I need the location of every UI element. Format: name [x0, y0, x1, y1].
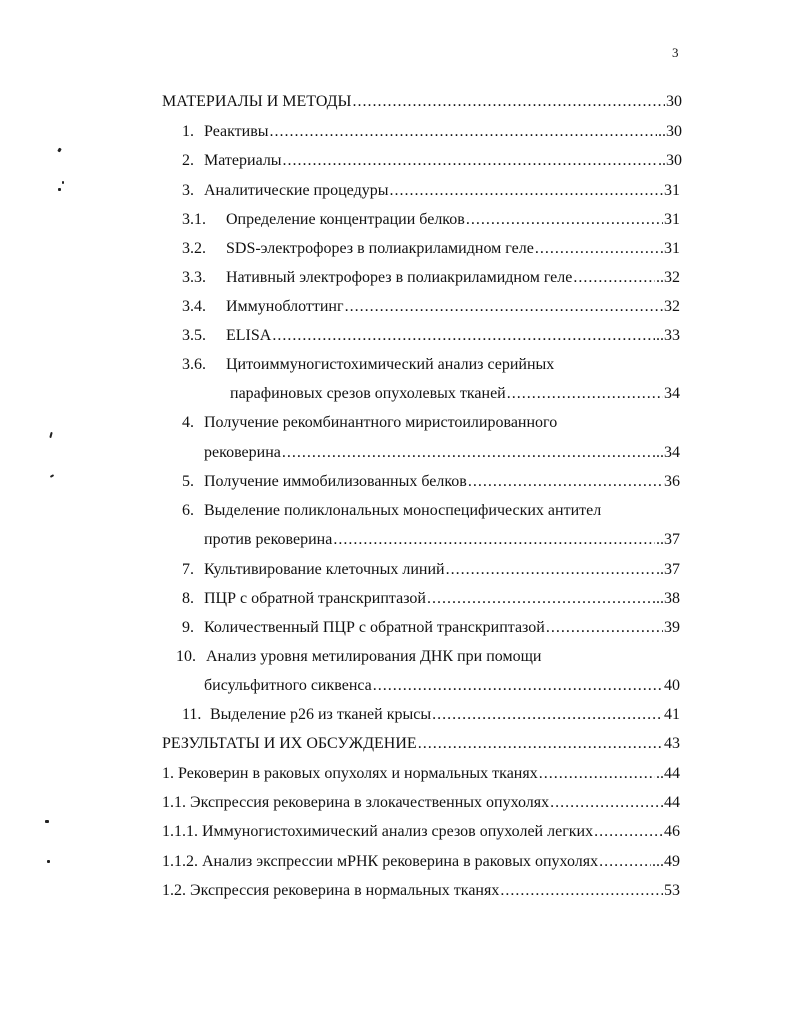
dot-leader: [345, 296, 663, 318]
toc-number: 3.2.: [182, 240, 206, 257]
toc-page: ..30: [658, 152, 682, 169]
toc-label: Цитоиммуногистохимический анализ серийных: [226, 356, 555, 373]
toc-number: 3.6.: [182, 356, 206, 373]
toc-label: Выделение поликлональных моноспецифических антител: [204, 502, 602, 519]
toc-entry-r1-1-2: [162, 851, 680, 873]
scan-speck: [47, 860, 50, 863]
page-number: 3: [672, 45, 679, 60]
toc-label: Количественный ПЦР с обратной транскриптазой: [204, 619, 545, 636]
toc-page: 41: [664, 706, 680, 723]
dot-leader: [535, 238, 663, 260]
dot-leader: [539, 763, 655, 785]
dot-leader: [546, 617, 663, 639]
toc-page: 36: [664, 473, 680, 490]
scan-speck: [58, 188, 61, 191]
toc-page: 39: [664, 619, 680, 636]
toc-page: 31: [664, 211, 680, 228]
toc-entry-4-continued: [204, 442, 680, 464]
scan-speck: [49, 432, 52, 438]
toc-entry-3-6-continued: [230, 383, 680, 405]
dot-leader: [270, 121, 657, 143]
toc-page: ..37: [656, 531, 680, 548]
toc-number: 10.: [176, 648, 196, 665]
dot-leader: [282, 442, 651, 464]
toc-page: 46: [664, 823, 680, 840]
toc-page: ..37: [656, 561, 680, 578]
toc-entry-6-continued: [204, 529, 680, 551]
toc-number: 5.: [182, 473, 194, 490]
toc-number: 7.: [182, 561, 194, 578]
toc-label: 1.1. Экспрессия рековерина в злокачественных опухолях: [162, 794, 550, 811]
toc-label: Культивирование клеточных линий: [204, 561, 445, 578]
dot-leader: [432, 704, 663, 726]
toc-page: 40: [664, 677, 680, 694]
toc-label: Анализ уровня метилирования ДНК при помощи: [206, 648, 542, 665]
toc-label: Определение концентрации белков: [226, 211, 465, 228]
toc-label: Выделение p26 из тканей крысы: [210, 706, 432, 723]
toc-page: 43: [664, 735, 680, 752]
toc-label: бисульфитного сиквенса: [204, 677, 372, 694]
toc-label: 1. Рековерин в раковых опухолях и нормальных тканях: [162, 765, 538, 782]
toc-entry-7: [182, 559, 680, 581]
toc-page: 32: [664, 298, 680, 315]
toc-label: 1.1.1. Иммуногистохимический анализ срезов опухолей легких: [162, 823, 594, 840]
dot-leader: [550, 792, 663, 814]
scan-speck: [57, 148, 62, 153]
toc-number: 3.1.: [182, 211, 206, 228]
toc-entry-1: [182, 121, 682, 143]
toc-entry-3-2: [182, 238, 680, 260]
dot-leader: [468, 471, 663, 493]
dot-leader: [573, 267, 655, 289]
toc-label: РЕЗУЛЬТАТЫ И ИХ ОБСУЖДЕНИЕ: [162, 735, 417, 752]
toc-entry-r1-1: [162, 792, 680, 814]
toc-label: 1.1.2. Анализ экспрессии мРНК рековерина в раковых опухолях: [162, 853, 599, 870]
toc-label: Материалы: [204, 152, 282, 169]
dot-leader: [507, 383, 663, 405]
toc-number: 8.: [182, 590, 194, 607]
toc-entry-results-discussion: [162, 733, 680, 755]
toc-label: SDS-электрофорез в полиакриламидном геле: [226, 240, 534, 257]
dot-leader: [466, 209, 663, 231]
toc-page: ...38: [652, 590, 680, 607]
toc-entry-3: [182, 180, 680, 202]
toc-label: ELISA: [226, 327, 272, 344]
toc-number: 3.: [182, 182, 194, 199]
toc-entry-5: [182, 471, 680, 493]
dot-leader: [272, 325, 655, 347]
dot-leader: [283, 150, 657, 172]
toc-entry-11: [182, 704, 680, 726]
toc-page: ..32: [656, 269, 680, 286]
toc-label: рековерина: [204, 444, 281, 461]
toc-entry-10-continued: [204, 675, 680, 697]
toc-number: 3.5.: [182, 327, 206, 344]
toc-entry-3-3: [182, 267, 680, 289]
toc-label: Аналитические процедуры: [204, 182, 389, 199]
dot-leader: [352, 91, 665, 113]
dot-leader: [333, 529, 655, 551]
toc-page: 44: [664, 794, 680, 811]
toc-label: МАТЕРИАЛЫ И МЕТОДЫ: [162, 93, 352, 110]
dot-leader: [418, 733, 663, 755]
toc-page: 31: [664, 240, 680, 257]
toc-page: 30: [666, 93, 682, 110]
toc-page: ..33: [656, 327, 680, 344]
toc-entry-6: [182, 500, 680, 522]
dot-leader: [389, 180, 663, 202]
toc-number: 3.4.: [182, 298, 206, 315]
toc-entry-3-6: [182, 354, 680, 376]
toc-page: ..44: [656, 765, 680, 782]
toc-entry-9: [182, 617, 680, 639]
toc-page: ..30: [658, 123, 682, 140]
dot-leader: [599, 851, 651, 873]
toc-label: ПЦР с обратной транскриптазой: [204, 590, 426, 607]
toc-number: 11.: [182, 706, 202, 723]
toc-entry-3-1: [182, 209, 680, 231]
toc-entry-4: [182, 412, 680, 434]
toc-number: 1.: [182, 123, 194, 140]
toc-entry-r1-1-1: [162, 821, 680, 843]
toc-label: Нативный электрофорез в полиакриламидном геле: [226, 269, 573, 286]
toc-number: 2.: [182, 152, 194, 169]
toc-page: ...34: [652, 444, 680, 461]
scan-speck: [50, 474, 54, 478]
toc-number: 3.3.: [182, 269, 206, 286]
toc-page: 34: [664, 385, 680, 402]
toc-label: Реактивы: [204, 123, 269, 140]
dot-leader: [373, 675, 663, 697]
toc-entry-8: [182, 588, 680, 610]
toc-entry-r1: [162, 763, 680, 785]
toc-entry-3-4: [182, 296, 680, 318]
toc-entry-10: [176, 646, 680, 668]
toc-page: 53: [664, 882, 680, 899]
dot-leader: [594, 821, 663, 843]
toc-entry-materials-methods: [162, 91, 682, 113]
scan-speck: [45, 820, 49, 823]
toc-label: парафиновых срезов опухолевых тканей: [230, 385, 506, 402]
toc-label: против рековерина: [204, 531, 333, 548]
toc-number: 4.: [182, 414, 194, 431]
toc-entry-3-5: [182, 325, 680, 347]
dot-leader: [446, 559, 655, 581]
scan-speck: [62, 181, 64, 184]
toc-number: 9.: [182, 619, 194, 636]
toc-entry-2: [182, 150, 682, 172]
dot-leader: [500, 880, 663, 902]
toc-entry-r1-2: [162, 880, 680, 902]
toc-label: Получение рекомбинантного миристоилированного: [204, 414, 558, 431]
toc-label: 1.2. Экспрессия рековерина в нормальных тканях: [162, 882, 500, 899]
toc-label: Получение иммобилизованных белков: [204, 473, 467, 490]
toc-page: 31: [664, 182, 680, 199]
dot-leader: [427, 588, 651, 610]
toc-page: ...49: [652, 853, 680, 870]
toc-number: 6.: [182, 502, 194, 519]
toc-label: Иммуноблоттинг: [226, 298, 344, 315]
